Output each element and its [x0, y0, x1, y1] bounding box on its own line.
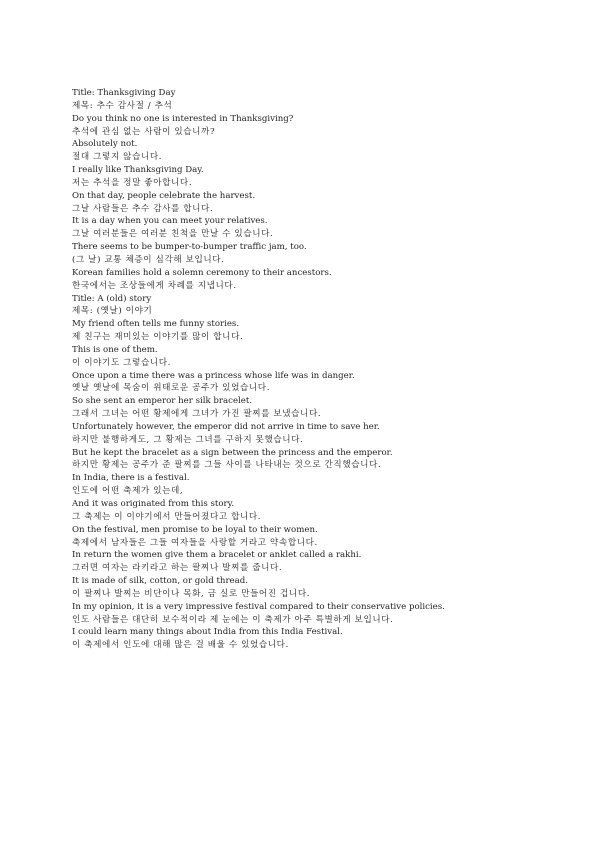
english-text-line: There seems to be bumper-to-bumper traffic jam, too.	[72, 242, 307, 253]
english-text-line: Title: Thanksgiving Day	[72, 88, 176, 98]
english-text-line: Absolutely not.	[72, 139, 138, 150]
english-text-line: On that day, people celebrate the harvest.	[72, 190, 256, 201]
english-text-line: And it was originated from this story.	[72, 499, 235, 509]
english-text-line: This is one of them.	[72, 344, 158, 355]
english-text-line: On the festival, men promise to be loyal to their women.	[72, 524, 318, 535]
english-text-line: Once upon a time there was a princess whose life was in danger.	[72, 370, 355, 381]
korean-text-line: 그날 사람들은 추수 감사를 합니다.	[72, 203, 214, 214]
korean-text-line: 인도 사람들은 대단히 보수적이라 제 눈에는 이 축제가 아주 특별하게 보입니다.	[72, 614, 394, 625]
english-text-line: So she sent an emperor her silk bracelet.	[72, 396, 253, 407]
korean-text-line: 절대 그렇지 않습니다.	[72, 152, 163, 163]
korean-text-line: 하지만 황제는 공주가 준 팔찌를 그들 사이를 나타내는 것으로 간직했습니다.	[72, 460, 382, 471]
english-text-line: It is made of silk, cotton, or gold thread.	[72, 576, 248, 587]
korean-text-line: 제목: (옛날) 이야기	[72, 306, 153, 317]
english-text-line: Title: A (old) story	[72, 293, 152, 304]
korean-text-line: 인도에 어떤 축제가 있는데,	[72, 486, 184, 497]
english-text-line: In my opinion, it is a very impressive festival compared to their conservative policies.	[72, 601, 445, 612]
korean-text-line: 제 친구는 재미있는 이야기를 많이 합니다.	[72, 332, 244, 343]
english-text-line: In return the women give them a bracelet or anklet called a rakhi.	[72, 550, 362, 561]
korean-text-line: 이 팔찌나 발찌는 비단이나 목화, 금 실로 만들어진 겁니다.	[72, 588, 311, 599]
korean-text-line: 그러면 여자는 라키라고 하는 팔찌나 발찌를 줍니다.	[72, 563, 283, 574]
english-text-line: Unfortunately however, the emperor did not arrive in time to save her.	[72, 421, 380, 432]
korean-text-line: 추석에 관심 없는 사람이 있습니까?	[72, 126, 216, 137]
korean-text-line: (그 날) 교통 체증이 심각해 보입니다.	[72, 254, 225, 265]
korean-text-line: 그날 여러분들은 여러분 친척을 만날 수 있습니다.	[72, 229, 274, 240]
english-text-line: But he kept the bracelet as a sign between the princess and the emperor.	[72, 447, 393, 458]
korean-text-line: 하지만 불행하게도, 그 황제는 그녀를 구하지 못했습니다.	[72, 434, 304, 445]
document-body	[72, 87, 532, 652]
english-text-line: In India, there is a festival.	[72, 473, 190, 484]
korean-text-line: 제목: 추수 감사절 / 추석	[72, 100, 173, 111]
english-text-line: I could learn many things about India from this India Festival.	[72, 627, 343, 638]
korean-text-line: 이 이야기도 그렇습니다.	[72, 357, 172, 368]
english-text-line: Do you think no one is interested in Thanksgiving?	[72, 113, 294, 124]
english-text-line: Korean families hold a solemn ceremony to their ancestors.	[72, 267, 332, 278]
korean-text-line: 그 축제는 이 이야기에서 만들어졌다고 합니다.	[72, 511, 262, 522]
korean-text-line: 축제에서 남자들은 그들 여자들을 사랑할 거라고 약속합니다.	[72, 537, 318, 548]
english-text-line: It is a day when you can meet your relatives.	[72, 216, 268, 227]
english-text-line: My friend often tells me funny stories.	[72, 319, 240, 330]
english-text-line: I really like Thanksgiving Day.	[72, 165, 204, 176]
korean-text-line: 저는 추석을 정말 좋아합니다.	[72, 177, 193, 188]
korean-text-line: 이 축제에서 인도에 대해 많은 걸 배울 수 있었습니다.	[72, 640, 289, 651]
korean-text-line: 한국에서는 조상들에게 차례를 지냅니다.	[72, 280, 237, 291]
korean-text-line: 옛날 옛날에 목숨이 위태로운 공주가 있었습니다.	[72, 383, 271, 394]
korean-text-line: 그래서 그녀는 어떤 황제에게 그녀가 가진 팔찌를 보냈습니다.	[72, 409, 322, 420]
